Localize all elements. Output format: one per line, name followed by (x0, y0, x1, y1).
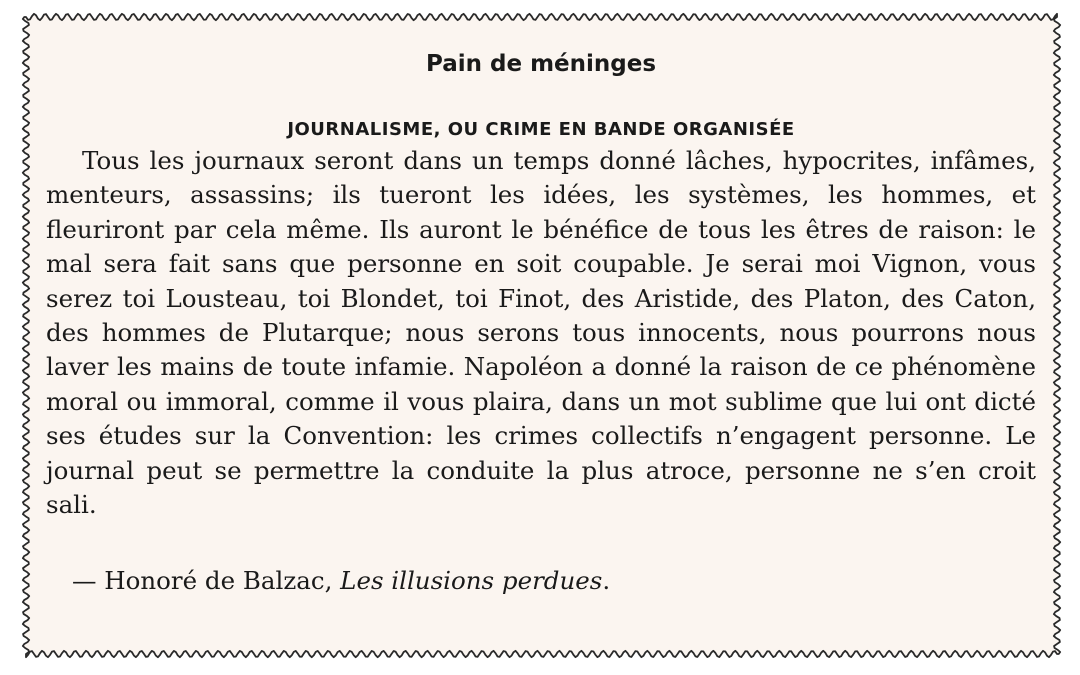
attribution-work-title: Les illusions perdues (340, 566, 603, 596)
quote-text: Tous les journaux seront dans un temps donné lâches, hypocrites, infâmes, menteurs, assassins; ils tueront les idées, les systèmes, les hommes, et fleuriront par cela même. Ils auront le bénéfice de tous les êtres de raison: le mal sera fait sans que personne en soit coupable. Je serai moi Vignon, vous serez toi Lousteau, toi Blondet, toi Finot, des Aristide, des Platon, des Caton, des hommes de Plutarque; nous serons tous innocents, nous pourrons nous laver les mains de toute infamie. Napoléon a donné la raison de ce phénomène moral ou immoral, comme il vous plaira, dans un mot sublime que lui ont dicté ses études sur la Convention: les crimes collectifs n’engagent personne. Le journal peut se permettre la conduite la plus atroce, personne ne s’en croit sali. (46, 146, 1036, 520)
attribution-period: . (602, 566, 611, 596)
quote-box (46, 40, 1036, 598)
attribution (46, 564, 1036, 598)
attribution-author: — Honoré de Balzac, (72, 566, 341, 596)
quote-heading: JOURNALISME, OU CRIME EN BANDE ORGANISÉE (287, 119, 795, 140)
box-title: Pain de méninges (425, 51, 657, 77)
